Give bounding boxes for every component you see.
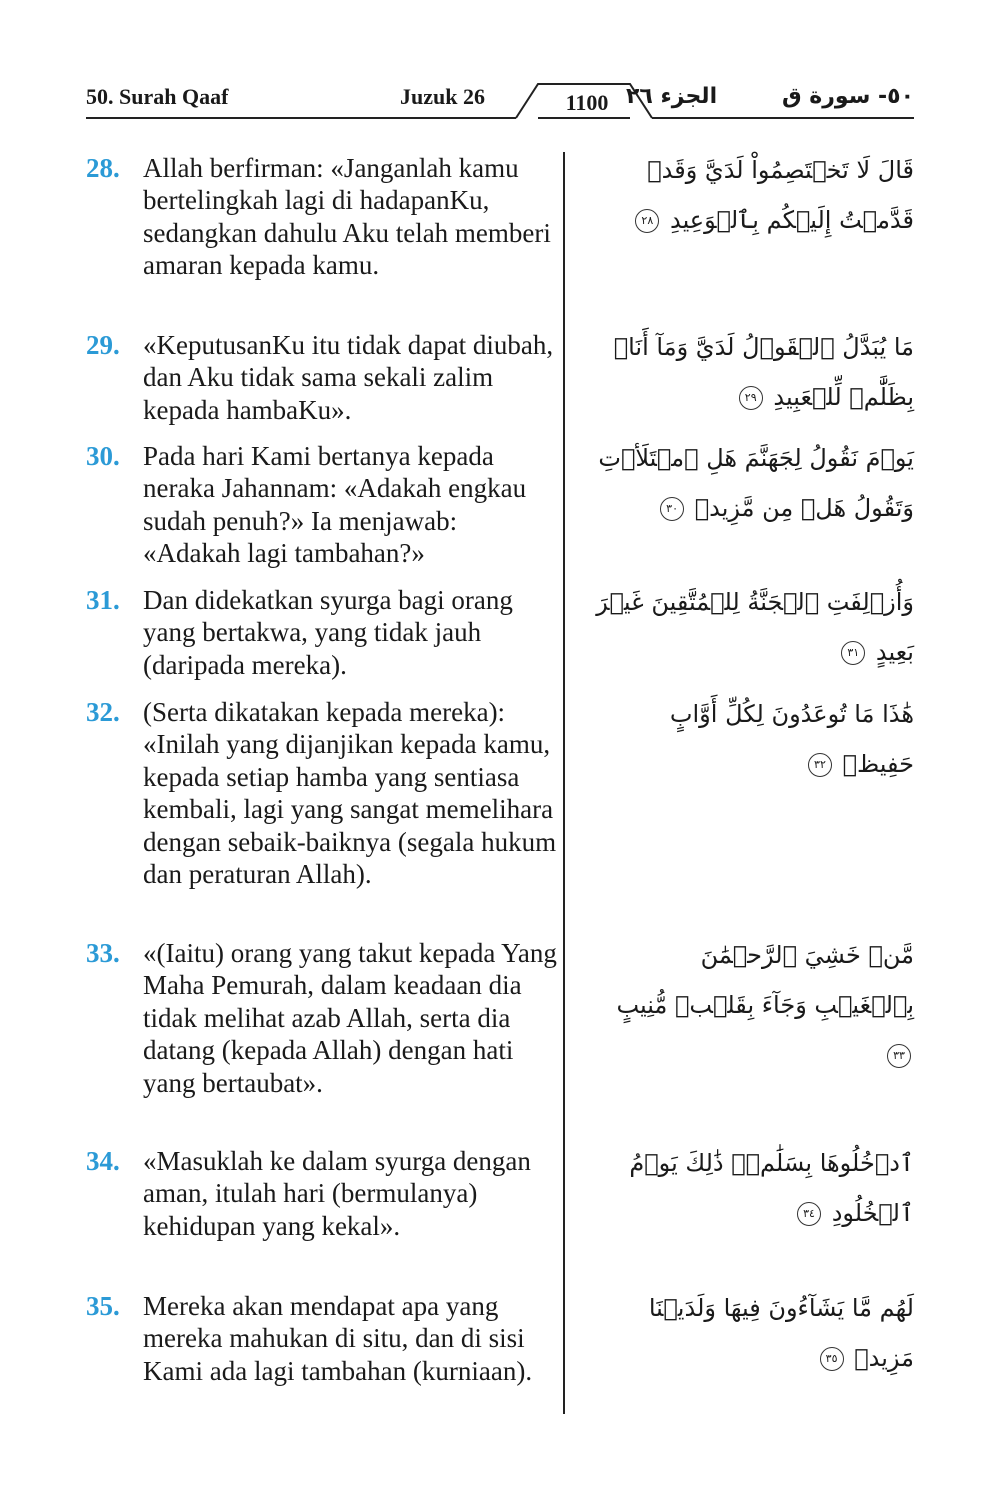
verse-number: 35. (86, 1291, 120, 1321)
verse-text: Pada hari Kami bertanya kepada neraka Jahannam: «Adakah engkau sudah penuh?» Ia menjawab: «Adakah lagi tambahan?» (143, 441, 527, 569)
verse-text: Mereka akan mendapat apa yang mereka mahukan di situ, dan di sisi Kami ada lagi tambahan (kurniaan). (143, 1291, 533, 1386)
verse-number: 31. (86, 585, 120, 615)
arabic-text: ٱدۡخُلُوهَا بِسَلَٰمٖۖ ذَٰلِكَ يَوۡمُ ٱلۡخُلُودِ (629, 1149, 914, 1227)
arabic-verse (594, 1138, 914, 1238)
verse-number: 32. (86, 697, 120, 727)
verse-text: «(Iaitu) orang yang takut kepada Yang Maha Pemurah, dalam keadaan dia tidak melihat azab Allah, serta dia datang (kepada Allah) dengan hati yang bertaubat». (143, 938, 557, 1098)
arabic-verse (594, 930, 914, 1080)
ayah-end-marker: ٣٣ (887, 1044, 911, 1068)
surah-title-arabic: ٥٠- سورة ق (781, 84, 914, 109)
verse-text: Allah berfirman: «Janganlah kamu bertelingkah lagi di hadapanKu, sedangkan dahulu Aku telah memberi amaran kepada kamu. (143, 153, 551, 281)
verse-number: 29. (86, 330, 120, 360)
arabic-text: قَالَ لَا تَخۡتَصِمُواْ لَدَيَّ وَقَدۡ قَدَّمۡتُ إِلَيۡكُم بِٱلۡوَعِيدِ (647, 156, 914, 234)
arabic-text: لَهُم مَّا يَشَآءُونَ فِيهَا وَلَدَيۡنَا مَزِيدٞ (648, 1294, 914, 1372)
juz-label-arabic: الجزء ٢٦ (626, 84, 718, 109)
verse-number: 28. (86, 153, 120, 183)
arabic-text: يَوۡمَ نَقُولُ لِجَهَنَّمَ هَلِ ٱمۡتَلَأۡتِ وَتَقُولُ هَلۡ مِن مَّزِيدٖ (598, 444, 914, 522)
page-header (86, 80, 914, 122)
arabic-text: وَأُزۡلِفَتِ ٱلۡجَنَّةُ لِلۡمُتَّقِينَ غَيۡرَ بَعِيدٍ (596, 588, 914, 666)
ayah-end-marker: ٢٩ (739, 386, 763, 410)
verse-text: «KeputusanKu itu tidak dapat diubah, dan Aku tidak sama sekali zalim kepada hambaKu». (143, 330, 554, 425)
juz-label-latin: Juzuk 26 (400, 84, 485, 109)
verse-text: Dan didekatkan syurga bagi orang yang bertakwa, yang tidak jauh (daripada mereka). (143, 585, 513, 680)
verse-text: (Serta dikatakan kepada mereka): «Inilah yang dijanjikan kepada kamu, kepada setiap hamba yang sentiasa kembali, lagi yang sangat memelihara dengan sebaik-baiknya (segala hukum dan peraturan Allah). (143, 697, 557, 890)
ayah-end-marker: ٣٥ (820, 1347, 844, 1371)
verse-number: 30. (86, 441, 120, 471)
arabic-verse (594, 145, 914, 245)
verse-number: 34. (86, 1146, 120, 1176)
arabic-text: هَٰذَا مَا تُوعَدُونَ لِكُلِّ أَوَّابٍ حَفِيظٖ (669, 700, 914, 778)
arabic-verse (594, 433, 914, 533)
arabic-verse (594, 1283, 914, 1383)
arabic-verse (594, 577, 914, 677)
ayah-end-marker: ٣٢ (808, 753, 832, 777)
arabic-verse (594, 322, 914, 422)
ayah-end-marker: ٣٠ (660, 497, 684, 521)
surah-title-latin: 50. Surah Qaaf (86, 84, 229, 109)
verse-text: «Masuklah ke dalam syurga dengan aman, itulah hari (bermulanya) kehidupan yang kekal». (143, 1146, 531, 1241)
arabic-verse (594, 689, 914, 789)
ayah-end-marker: ٢٨ (635, 209, 659, 233)
arabic-text: مَا يُبَدَّلُ ٱلۡقَوۡلُ لَدَيَّ وَمَآ أَنَا۠ بِظَلَّٰمٖ لِّلۡعَبِيدِ (613, 333, 914, 411)
page-number: 1100 (565, 90, 609, 115)
ayah-end-marker: ٣١ (841, 641, 865, 665)
column-divider (563, 152, 565, 1414)
arabic-text: مَّنۡ خَشِيَ ٱلرَّحۡمَٰنَ بِٱلۡغَيۡبِ وَجَآءَ بِقَلۡبٖ مُّنِيبٍ (616, 941, 914, 1019)
ayah-end-marker: ٣٤ (797, 1202, 821, 1226)
verse-number: 33. (86, 938, 120, 968)
